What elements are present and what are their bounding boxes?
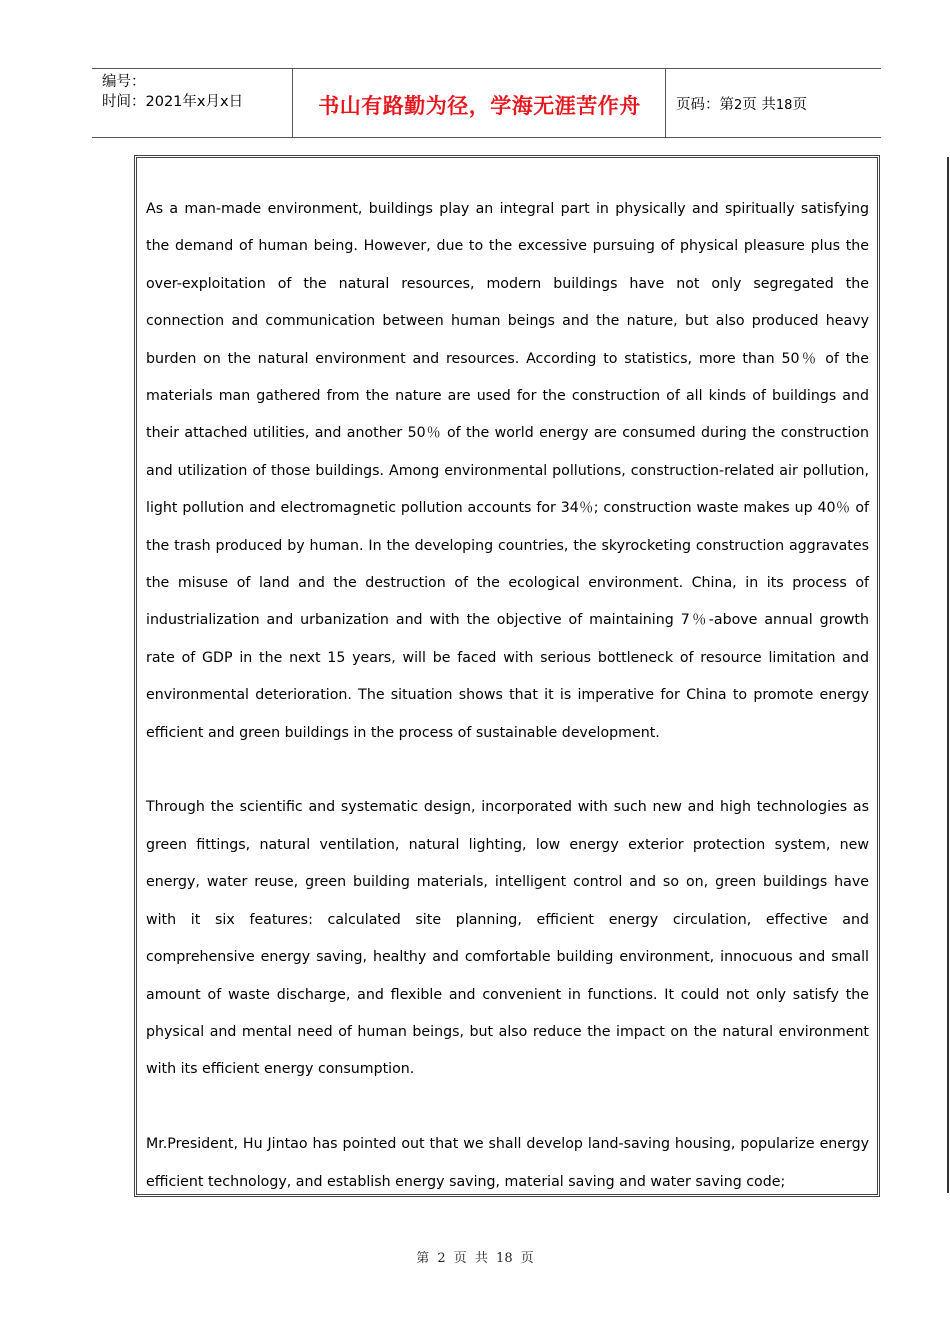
page-middle: 页 共	[742, 97, 776, 113]
paragraph-gap	[146, 752, 869, 789]
header-motto: 书山有路勤为径，学海无涯苦作舟	[318, 93, 641, 118]
page-suffix: 页	[792, 97, 807, 113]
document-time-label: 时间：2021年x月x日	[102, 94, 244, 110]
page-current: 2	[734, 98, 743, 113]
document-body	[146, 191, 869, 1195]
page-total: 18	[775, 98, 793, 113]
body-paragraph-1: As a man-made environment, buildings play an integral part in physically and spiritually satisfying the demand of human being. However, due to the excessive pursuing of physical pleasure plus the over-exploitation of the natural resources, modern buildings have not only segregated the connection and communication between human beings and the nature, but also produced heavy burden on the natural environment and resources. According to statistics, more than 50％ of the materials man gathered from the nature are used for the construction of all kinds of buildings and their attached utilities, and another 50％ of the world energy are consumed during the construction and utilization of those buildings. Among environmental pollutions, construction-related air pollution, light pollution and electromagnetic pollution accounts for 34％; construction waste makes up 40％ of the trash produced by human. In the developing countries, the skyrocketing construction aggravates the misuse of land and the destruction of the ecological environment. China, in its process of industrialization and urbanization and with the objective of maintaining 7％-above annual growth rate of GDP in the next 15 years, will be faced with serious bottleneck of resource limitation and environmental deterioration. The situation shows that it is imperative for China to promote energy efficient and green buildings in the process of sustainable development.	[146, 201, 869, 741]
header-meta	[102, 72, 243, 112]
header-page-indicator	[676, 93, 807, 114]
document-content-frame	[136, 157, 878, 1195]
page-prefix: 页码：第	[676, 97, 734, 113]
body-paragraph-3: Mr.President, Hu Jintao has pointed out that we shall develop land-saving housing, popularize energy efficient technology, and establish energy saving, material saving and water saving code;	[146, 1136, 869, 1190]
document-number-label: 编号：	[102, 74, 146, 90]
body-paragraph-2: Through the scientific and systematic design, incorporated with such new and high technologies as green fittings, natural ventilation, natural lighting, low energy exterior protection system, new energy, water reuse, green building materials, intelligent control and so on, green buildings have with it six features: calculated site planning, efficient energy circulation, effective and comprehensive energy saving, healthy and comfortable building environment, innocuous and small amount of waste discharge, and flexible and convenient in functions. It could not only satisfy the physical and mental need of human beings, but also reduce the impact on the natural environment with its efficient energy consumption.	[146, 799, 869, 1078]
right-edge-rule	[947, 157, 949, 1193]
page-header	[92, 68, 881, 138]
page-footer: 第 2 页 共 18 页	[416, 1251, 534, 1266]
paragraph-gap	[146, 1089, 869, 1126]
